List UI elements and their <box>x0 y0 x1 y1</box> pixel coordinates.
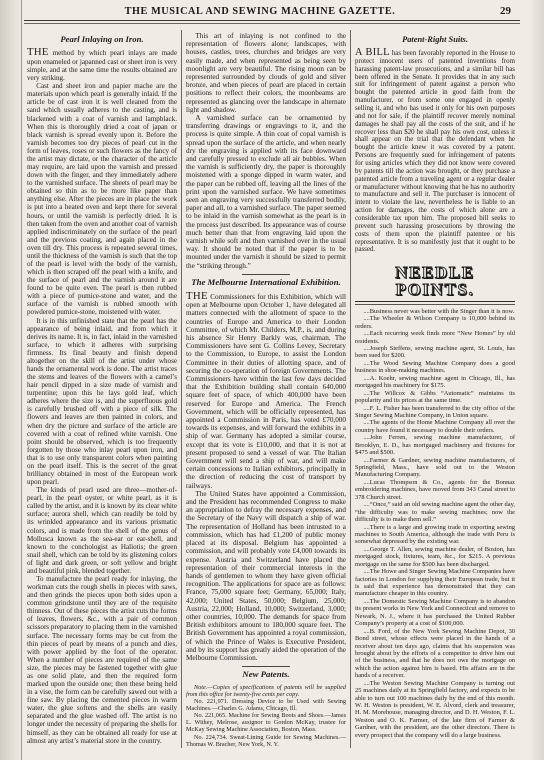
article-paragraph: This art of inlaying is not confined to the representation of flowers alone; landscapes, with houses, castles, trees, churches and bridges are very easily made, and when represented as being seen by moonlight are very beautiful. The rising moon can be represented surrounded by clouds of gold and silver bronze, and when pieces of pearl are placed in certain positions to reflect their colors, the moonbeams are represented as glancing over the landscape in alternate light and shadow. <box>186 32 346 114</box>
news-item: ....B. Ford, of the New York Sewing Machine Depot, 30 Bond street, whose effects were placed in the hands of a receiver about ten days ago, claims that his suspension was brought about by the efforts of a competitor to drive him out of the business, and that he does not owe the mortgage on which the action against him is based. His affairs are in the hands of a receiver. <box>355 627 515 680</box>
masthead-title: THE MUSICAL AND SEWING MACHINE GAZETTE. <box>124 6 396 17</box>
news-item: ....Business never was better with the Singer than it is now. <box>363 307 515 315</box>
article-title-new-patents: New Patents. <box>242 669 290 680</box>
article-paragraph: The United States have appointed a Commission, and the President has recommended Congress to make an appropriation to defray the necessary expenses, and the Secretary of the Navy will dispatch a ship of war. The representation of Holland has been intrusted to a commission, which has had £1,200 of public money placed at its disposal. Belgium has appointed a commission, and will probably vote £4,000 towards its expense. Austria and Switzerland have placed the representation of their commercial interests in the hands of gentlemen to whom they have given official recognition. The applications for space are as follows: France, 75,000 square feet; Germany, 65,000; Italy, 42,000; United States, 50,000; Belgium, 25,000; Austria, 22,000; Holland, 10,000; Switzerland, 3,000; other countries, 10,000. The demands for space from British exhibitors amount to 180,000 square feet. The British Government has appointed a royal commission, of which the Prince of Wales is Executive President, and by its support has greatly aided the operation of the Melbourne Commission. <box>186 489 346 662</box>
article-paragraph: The kinds of pearl used are three—mother-of-pearl, in the pearl oyster, or white pearl, as it is called by the artist, and it is known by its clear white surface; aurora shell, which can readily be told by its wrinkled appearance and its various prismatic colors, and is made from the shell of the genus of Mollusca known as the sea-ear or ear-shell, and known to the conchologist as Haliotis; the green snail shell, which can be told by its glistening colors of light and dark green, or soft yellow and bright and beautiful pink, blended together. <box>27 486 177 575</box>
patent-entry: No. 221,971. Dressing Device to be Used with Sewing Machines.—Charles G. Adams, Chicago, Ill. <box>186 697 346 713</box>
news-item: ....Joseph Steffens, sewing machine agent, St. Louis, has been sued for $200. <box>355 345 515 360</box>
lead-in: THE <box>27 47 49 59</box>
article-title-melbourne: The Melbourne International Exhibition. <box>191 276 341 287</box>
news-item: ....The Howe and Singer Sewing Machine Companies have factories in London for supplying their European trade, but it is said that experience has demonstrated that they can manufacture cheaper in this country. <box>355 568 515 598</box>
article-paragraph: To manufacture the pearl ready for inlaying, the workman cuts the rough shells in pieces with saws, and then grinds the pieces upon both sides upon a common grindstone until they are of the requisite thinness. Out of these pieces the artist cuts the forms of leaves, flowers, &c., with a pair of common scissors preparatory to placing them in the varnished surface. The necessary forms may be cut from the thin pieces of pearl by means of a punch and dies, with power applied by the foot of the operator. When a number of pieces are required of the same size, the pieces may be fastened together with glue as one solid plate, and then the required form marked upon the outside one; then these being held in a vise, the form can be carefully sawed out with a fine saw. By placing the cemented pieces in warm water, the glue softens and the shells are easily separated and the glue washed off. The artist is no longer under the necessity of preparing the shells for himself, as they can be obtained all ready for use at almost any artist’s material store in the country. <box>27 575 177 745</box>
news-item: ....“Once,” said an old sewing machine agent the other day, “the difficulty was to make sewing machines; now the difficulty is to make them sell.” <box>355 501 515 524</box>
news-item: ....F. L. Fisher has been transferred to the city office of the Singer Sewing Machine Company, in Union square. <box>355 404 515 419</box>
news-item: ....Farmer & Gardner, sewing machine manufacturers, of Springfield, Mass., have sold out to the Weston Manufacturing Company. <box>355 456 515 479</box>
heading-rule <box>355 301 515 302</box>
lead-in: A BILL <box>355 46 390 58</box>
news-item: ....There is a large and growing trade in exporting sewing machines to South America, although the trade with Peru is somewhat depressed by the existing war. <box>355 523 515 546</box>
page-edge-line <box>21 0 22 760</box>
article-paragraph <box>27 48 177 82</box>
heading-rule-thin <box>355 304 515 305</box>
column-2 <box>186 32 346 748</box>
news-item: ....The agents of the Home Machine Company all over the country have found it necessary to double their orders. <box>355 419 515 434</box>
news-item: ....The Domestic Sewing Machine Company is to abandon its present works in New York and Connecticut and remove to Newark, N. J., where it has purchased the United Rubber Company’s property at a cost of $100,000. <box>355 597 515 628</box>
news-item: ....George T. Allen, sewing machine dealer, of Boston, has mortgaged stock, fixtures, team, &c., for $215. A previous mortgage on the same for $500 has been discharged. <box>355 545 515 568</box>
news-item: ....The Willcox & Gibbs “Automatic” maintains its popularity and its prices at the same time. <box>355 389 515 405</box>
article-title-patent-right-suits: Patent-Right Suits. <box>402 34 468 44</box>
news-item: ....The Wheeler & Wilson Company is 10,000 behind its orders. <box>355 315 515 330</box>
paragraph-text: has been favorably reported in the House to protect innocent users of patented inventions from harassing patent-law prosecutions, and a similar bill has been offered in the Senate. It provides that in any such suit for infringement of patent against a person who bought the patented article in good faith from the manufacturer, or from some one engaged in openly selling it, and who has used it only for his own purposes and not for sale, if the plaintiff recover merely nominal damages he shall pay all the costs of the suit, and if he recover less than $20 he shall pay his own cost, unless it shall appear on the trial that the defendant when he bought the article knew it was covered by a patent. Persons are frequently sued for infringement of patents for using articles which they did not know were covered by patents till the action was brought, or they purchase a patented article from a traveling agent or a regular dealer or manufacturer without knowing that he has no authority to manufacture and sell it. The purchaser is innocent of intent to violate the law, nevertheless he is liable to an action for damages, the costs of which alone are a considerable tax upon him. The proposed bill seeks to prevent such harassing prosecutions by throwing the costs of them upon the plaintiff patentee or his representative. It is so manifestly just that it ought to be passed. <box>355 49 515 254</box>
patent-entry: No. 221,065. Machine for Sewing Boots and Shoes.—James L. Withey, Melrose, assignor to Gordon McKay, trustee for McKay Sewing Machine Association, Boston, Mass. <box>186 712 346 734</box>
news-item: ....A. Koehr, sewing machine agent in Chicago, Ill., has mortgaged his machinery for $175. <box>355 374 515 390</box>
news-item: ....John Ferren, sewing machine manufacturer, of Brooklyn, E. D., has mortgaged machinery and fixtures for $475 and $500. <box>355 434 515 457</box>
news-item: ....The Wood Sewing Machine Company does a good business in shoe-making machines. <box>355 359 515 375</box>
article-title-pearl-inlaying: Pearl Inlaying on Iron. <box>60 34 144 45</box>
lead-in: THE <box>186 289 208 302</box>
page-number: 29 <box>500 5 511 17</box>
section-rule <box>242 666 290 667</box>
news-item: ....The Weston Sewing Machine Company is turning out 25 machines daily at its Springfield factory, and expects to be able to turn out 100 machines daily by the end of this month. W. H. Weston is president, W. E. Alvord, clerk and treasurer, H. M. Morehouse, managing director, and D. H. Weston, F. L. Weston and O. K. Farmer, of the late firm of Farmer & Gardner, with the president, are the other directors. There is every prospect that the company will do a large business. <box>355 679 515 739</box>
column-3 <box>355 32 515 748</box>
section-rule <box>242 274 290 275</box>
column-1 <box>27 32 177 748</box>
column-divider-2 <box>350 30 351 748</box>
article-paragraph <box>355 48 515 254</box>
masthead-rule <box>24 20 520 21</box>
patent-list <box>186 684 346 748</box>
masthead-rule-thin <box>24 23 520 24</box>
column-divider-1 <box>181 30 182 748</box>
article-paragraph: It is in this unfinished state that the pearl has the appearance of being inlaid, and from which it derives its name. It is, in fact, inlaid in the varnished surface, to which it adheres with surprising firmness. Its final beauty and finish depend altogether on the skill of the artist under whose hands the ornamental work is done. The artist traces the stems and leaves of the flowers with a camel’s hair pencil dipped in a size made of varnish and turpentine; upon this he lays gold leaf, which adheres where the size is, and the superfluous gold is carefully brushed off with a piece of silk. The flowers and leaves are then painted in colors, and when dry the picture and surface of the article are covered with a coat of refined white varnish. One point should be observed, which is too frequently forgotten by those who inlay pearl upon iron, and that is to use only transparent colors when painting on the pearl itself. This is the secret of the great brilliancy obtained in most of the European work upon pearl. <box>27 316 177 487</box>
needle-points-heading: NEEDLE POINTS. <box>395 263 475 300</box>
patent-note: Note.—Copies of specifications of patents will be supplied from this office for twenty-five cents per copy. <box>186 683 346 698</box>
paragraph-text: method by which pearl inlays are made upon enameled or japanned cast or sheet iron is very simple, and at the same time the results obtained are very striking. <box>27 49 177 83</box>
article-paragraph: Cast and sheet iron and papier mache are the materials upon which pearl is generally inlaid. If the article be of cast iron it is well cleaned from the sand which usually adheres to the casting, and is blackened with a coat of varnish and lampblack. When this is thoroughly dried a coat of japan or black varnish is spread evenly upon it. Before the varnish becomes too dry pieces of pearl cut in the form of leaves, roses or such flowers as the fancy of the artist may dictate, or the character of the article may require, are laid upon the varnish and pressed down with the finger, and they immediately adhere to the varnished surface. The sheets of pearl may be obtained so thin as to be more like paper than anything else. After the pieces are in place the work is put into a heated oven and kept there for several hours, or until the varnish is perfectly dried. It is then taken from the oven and another coat of varnish applied indiscriminately on the surface of the pearl and the previous coating, and again placed in the oven till dry. This process is repeated several times, until the thickness of the varnish is such that the top of the pearl is level with the body of the varnish, which is then scraped off the pearl with a knife, and the surface of pearl and the varnish around it are found to be quite even. The pearl is then rubbed with a piece of pumice-stone and water, and the surface of the varnish is rubbed smooth with powdered pumice-stone, moistened with water. <box>27 82 177 317</box>
news-item: ....Each recurring week finds more “New Homes” by old residents. <box>355 330 515 345</box>
needle-points-list <box>355 308 515 739</box>
article-paragraph <box>186 289 346 490</box>
patent-entry: No. 224,734. Sweat-Lining Guide for Sewing Machines.—Thomas W. Bracher, New York, N. Y. <box>186 733 346 748</box>
paragraph-text: Commissioners for this Exhibition, which will open at Melbourne upon October 1, have delegated all matters connected with the allotment of space to the countries of Europe and America to their London Committee, of which Mr. Childers, M.P., is, and during his absence Sir Henry Barkly was, chairman. The Commissioners have sent G. Collins Levey, Secretary to the Commission, to Europe, to assist the London Committee in their duties of allotting space, and of securing the co-operation of foreign Governments. The Commissioners have within the last few days decided that the Exhibition building shall contain 640,000 square feet of space, of which 400,000 have been reserved for Europe and America. The French Government, which will be officially represented, has appointed a Commission in Paris, has voted £70,000 towards its expenses, and will forward the exhibits in a ship of war. Germany has adopted a similar course, except that its vote is £10,000, and that it is not at present proposed to send a vessel of war. The Italian Government will send a ship of war, and will make certain concessions to Italian exhibitors, principally in the direction of reducing the cost of transport by railways. <box>186 292 346 490</box>
article-paragraph: A varnished surface can be ornamented by transferring drawings or engravings to it, and the process is quite simple. A thin coat of copal varnish is spread upon the surface of the article, and when nearly dry the engraving is applied with its face downward and carefully pressed to exclude all air bubbles. When the varnish is sufficiently dry, the paper is thoroughly moistened with a sponge dipped in warm water, and the paper can be rubbed off, leaving all the lines of the print upon the varnished surface. We have sometimes seen an engraving very successfully transferred bodily, paper and all, to a varnished surface. The paper seemed to be inlaid in the varnish somewhat as the pearl is in the process just described. Its appearance was of course much better than that from engraving laid upon the varnish while soft and then varnished over in the usual way. It should be noted that if the paper is to be mounted under the varnish it should be sized to permit the “striking through.” <box>186 114 346 270</box>
page-right-shadow <box>530 0 544 760</box>
news-item: ....Lucas Thompson & Co., agents for the Bonnaz embroidering machines, have moved from 343 Canal street to 378 Church street. <box>355 478 515 501</box>
